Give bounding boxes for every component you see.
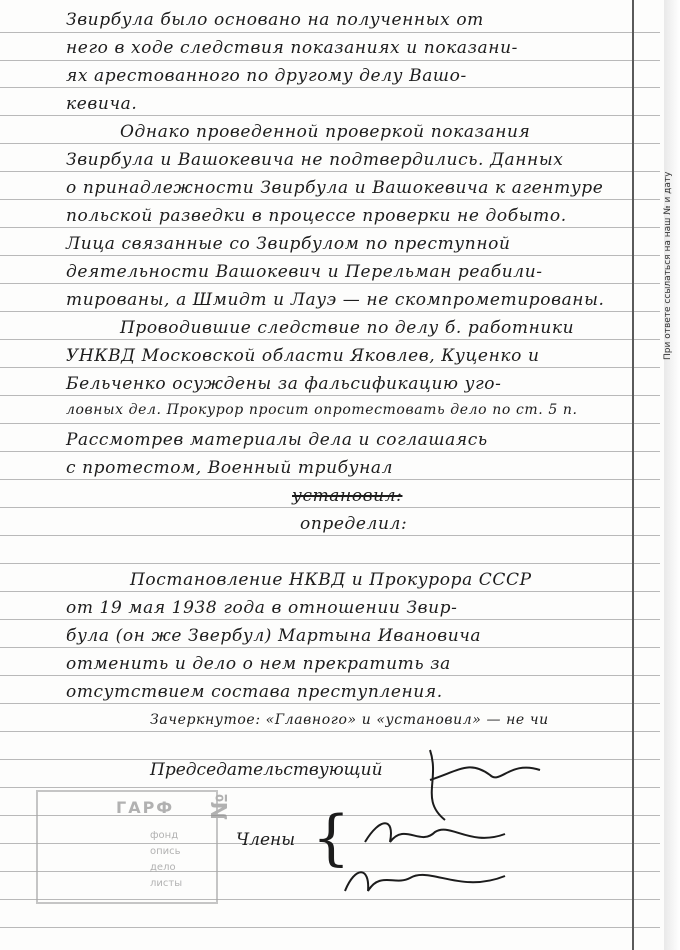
text-line: Однако проведенной проверкой показания	[120, 122, 531, 142]
ruled-line	[0, 591, 660, 592]
text-line: ях арестованного по другому делу Вашо-	[66, 66, 467, 86]
ruled-line	[0, 927, 660, 928]
decision-line: от 19 мая 1938 года в отношении Звир-	[66, 598, 458, 618]
stamp-delo: дело	[150, 862, 176, 873]
decision-line: Постановление НКВД и Прокурора СССР	[130, 570, 532, 590]
stamp-list: листы	[150, 878, 183, 889]
ruled-line	[0, 675, 660, 676]
correction-note: Зачеркнутое: «Главного» и «установил» — не чи	[150, 712, 549, 728]
ruled-line	[0, 395, 660, 396]
ruled-line	[0, 507, 660, 508]
ruled-line	[0, 731, 660, 732]
ruled-line	[0, 311, 660, 312]
struck-word: установил:	[292, 486, 403, 506]
ruled-line	[0, 227, 660, 228]
ruled-line	[0, 451, 660, 452]
text-line: Рассмотрев материалы дела и соглашаясь	[66, 430, 488, 450]
text-line: деятельности Вашокевич и Перельман реабили-	[66, 262, 543, 282]
text-line: Лица связанные со Звирбулом по преступной	[66, 234, 511, 254]
members-label: Члены	[236, 830, 296, 850]
ruled-line	[0, 199, 660, 200]
stamp-fond: фонд	[150, 830, 179, 841]
text-line: кевича.	[66, 94, 138, 114]
text-line: о принадлежности Звирбула и Вашокевича к агентуре	[66, 178, 604, 198]
stamp-opis: опись	[150, 846, 181, 857]
text-line: него в ходе следствия показаниях и показани-	[66, 38, 518, 58]
ruled-line	[0, 647, 660, 648]
ruled-line	[0, 32, 660, 33]
ruled-line	[0, 619, 660, 620]
decision-line: отсутствием состава преступления.	[66, 682, 443, 702]
decision-line: була (он же Звербул) Мартына Ивановича	[66, 626, 482, 646]
chair-label: Председательствующий	[150, 760, 383, 780]
members-brace: {	[312, 803, 351, 873]
archive-stamp	[36, 790, 233, 904]
text-line: Звирбула и Вашокевича не подтвердились. Данных	[66, 150, 564, 170]
ruled-line	[0, 563, 660, 564]
stamp-title: ГАРФ	[116, 798, 175, 817]
ruled-line	[0, 479, 660, 480]
ruled-line	[0, 283, 660, 284]
text-line: с протестом, Военный трибунал	[66, 458, 394, 478]
ruled-line	[0, 87, 660, 88]
ruled-line	[0, 367, 660, 368]
side-note: При ответе ссылаться на наш № и дату	[663, 171, 673, 360]
ruled-line	[0, 171, 660, 172]
ruled-line	[0, 115, 660, 116]
ruled-line	[0, 423, 660, 424]
ruled-line	[0, 787, 660, 788]
text-line: УНКВД Московской области Яковлев, Куценко и	[66, 346, 540, 366]
ruled-line	[0, 535, 660, 536]
ruled-line	[0, 60, 660, 61]
ruled-line	[0, 255, 660, 256]
text-line: польской разведки в процессе проверки не добыто.	[66, 206, 567, 226]
member-signature-1	[360, 812, 510, 857]
text-line: ловных дел. Прокурор просит опротестовать дело по ст. 5 п.	[66, 402, 578, 418]
text-line: Бельченко осуждены за фальсификацию уго-	[66, 374, 502, 394]
member-signature-2	[340, 856, 510, 901]
text-line: Проводившие следствие по делу б. работники	[120, 318, 575, 338]
text-line: тированы, а Шмидт и Лауэ — не скомпрометированы.	[66, 290, 605, 310]
decision-line: отменить и дело о нем прекратить за	[66, 654, 451, 674]
margin-line	[632, 0, 634, 950]
ruled-line	[0, 703, 660, 704]
stamp-number-label: №	[208, 793, 233, 820]
section-heading: определил:	[300, 514, 408, 534]
page-edge-shadow	[664, 0, 680, 950]
text-line: Звирбула было основано на полученных от	[66, 10, 484, 30]
ruled-line	[0, 339, 660, 340]
ruled-line	[0, 143, 660, 144]
